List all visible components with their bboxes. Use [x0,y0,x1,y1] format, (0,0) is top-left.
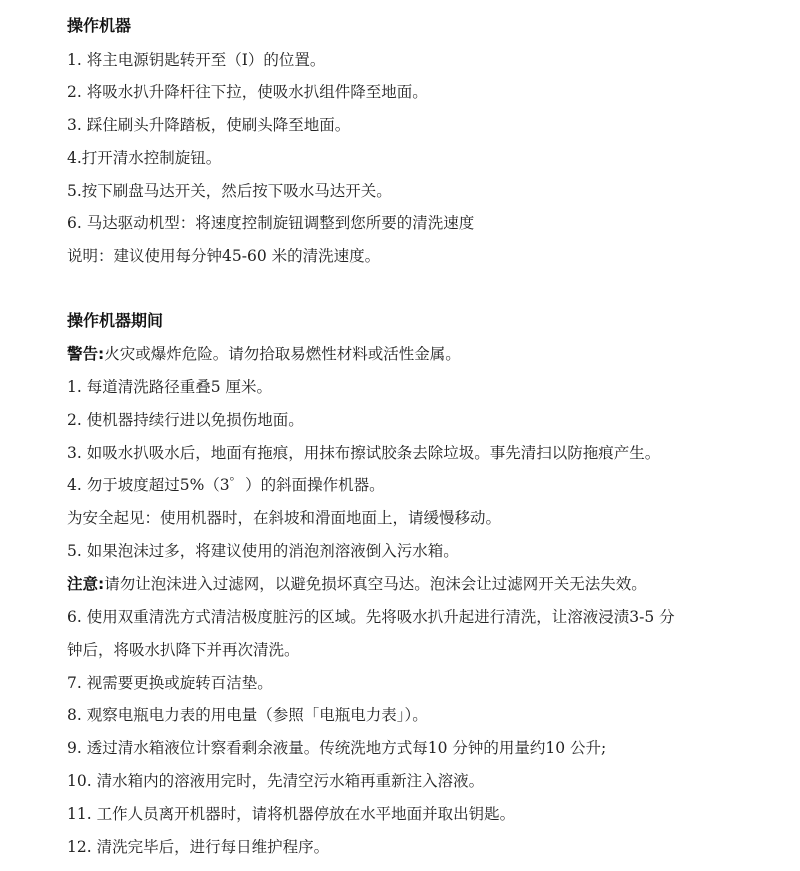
step-item: 2. 使机器持续行进以免损伤地面。 [67,411,304,429]
caution-label: 注意: [67,575,105,593]
step-item: 8. 观察电瓶电力表的用电量（参照「电瓶电力表」）。 [67,706,428,724]
caution-paragraph [67,573,767,595]
step-item: 12. 清洗完毕后，进行每日维护程序。 [67,838,330,856]
warning-text: 火灾或爆炸危险。请勿拾取易燃性材料或活性金属。 [104,345,461,363]
step-item-continuation: 钟后，将吸水扒降下并再次清洗。 [67,641,300,659]
step-item: 11. 工作人员离开机器时，请将机器停放在水平地面并取出钥匙。 [67,805,516,823]
warning-paragraph [67,343,767,365]
section-title-operating-machine: 操作机器 [67,16,132,35]
step-item: 6. 使用双重清洗方式清洁极度脏污的区域。先将吸水扒升起进行清洗，让溶液浸渍3-5 分 [67,608,675,626]
step-item: 2. 将吸水扒升降杆往下拉，使吸水扒组件降至地面。 [67,83,428,101]
step-item: 4.打开清水控制旋钮。 [67,149,222,167]
step-item: 10. 清水箱内的溶液用完时，先清空污水箱再重新注入溶液。 [67,772,485,790]
step-item: 7. 视需要更换或旋转百洁垫。 [67,674,273,692]
step-item: 3. 如吸水扒吸水后，地面有拖痕，用抹布擦试胶条去除垃圾。事先清扫以防拖痕产生。 [67,444,661,462]
caution-text: 请勿让泡沫进入过滤网，以避免损坏真空马达。泡沫会让过滤网开关无法失效。 [104,575,647,593]
step-item: 4. 勿于坡度超过5%（3゜）的斜面操作机器。 [67,476,385,494]
step-item: 1. 将主电源钥匙转开至（I）的位置。 [67,51,326,69]
step-item: 5.按下刷盘马达开关，然后按下吸水马达开关。 [67,182,392,200]
warning-label: 警告: [67,345,105,363]
step-item: 1. 每道清洗路径重叠5 厘米。 [67,378,273,396]
step-item: 6. 马达驱动机型：将速度控制旋钮调整到您所要的清洗速度 [67,214,475,232]
step-item: 5. 如果泡沫过多，将建议使用的消泡剂溶液倒入污水箱。 [67,542,459,560]
section-title-during-operation: 操作机器期间 [67,311,164,330]
note-text: 说明：建议使用每分钟45-60 米的清洗速度。 [67,247,381,265]
step-item: 3. 踩住刷头升降踏板，使刷头降至地面。 [67,116,351,134]
step-item: 9. 透过清水箱液位计察看剩余液量。传统洗地方式每10 分钟的用量约10 公升; [67,739,607,757]
safety-note: 为安全起见：使用机器时，在斜坡和滑面地面上，请缓慢移动。 [67,509,502,527]
